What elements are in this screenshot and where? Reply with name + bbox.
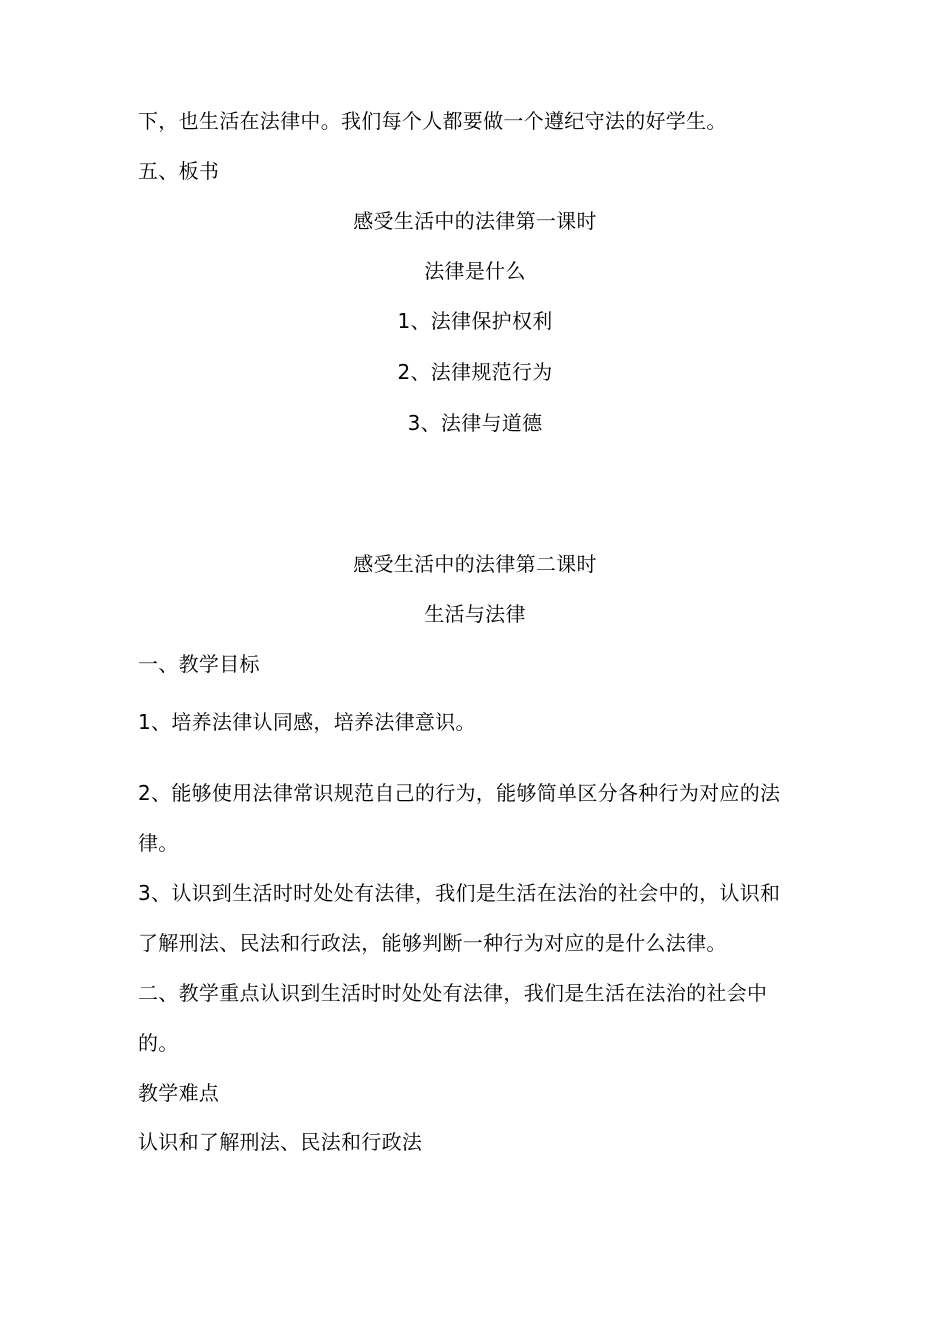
- board-point-3: 3、法律与道德: [407, 411, 543, 435]
- board-point-2: 2、法律规范行为: [397, 360, 553, 384]
- intro-tail-text: 下，也生活在法律中。我们每个人都要做一个遵纪守法的好学生。: [138, 109, 727, 133]
- section-board-heading: 五、板书: [138, 159, 220, 183]
- key-point-line-1: 二、教学重点认识到生活时时处处有法律，我们是生活在法治的社会中: [138, 981, 768, 1005]
- key-point-line-2: 的。: [138, 1031, 179, 1055]
- difficulty-heading: 教学难点: [138, 1081, 220, 1105]
- lesson2-title: 感受生活中的法律第二课时: [353, 552, 597, 576]
- objectives-heading: 一、教学目标: [138, 652, 260, 676]
- objective-3-line-1: 3、认识到生活时时处处有法律，我们是生活在法治的社会中的，认识和: [138, 881, 781, 905]
- difficulty-text: 认识和了解刑法、民法和行政法: [138, 1130, 423, 1154]
- board-title: 感受生活中的法律第一课时: [353, 209, 597, 233]
- objective-1: 1、培养法律认同感，培养法律意识。: [138, 710, 476, 734]
- board-point-1: 1、法律保护权利: [397, 309, 553, 333]
- lesson2-subtitle: 生活与法律: [424, 602, 526, 626]
- objective-2-line-1: 2、能够使用法律常识规范自己的行为，能够简单区分各种行为对应的法: [138, 781, 781, 805]
- objective-3-line-2: 了解刑法、民法和行政法，能够判断一种行为对应的是什么法律。: [138, 931, 727, 955]
- objective-2-line-2: 律。: [138, 831, 179, 855]
- board-subtitle: 法律是什么: [424, 259, 526, 283]
